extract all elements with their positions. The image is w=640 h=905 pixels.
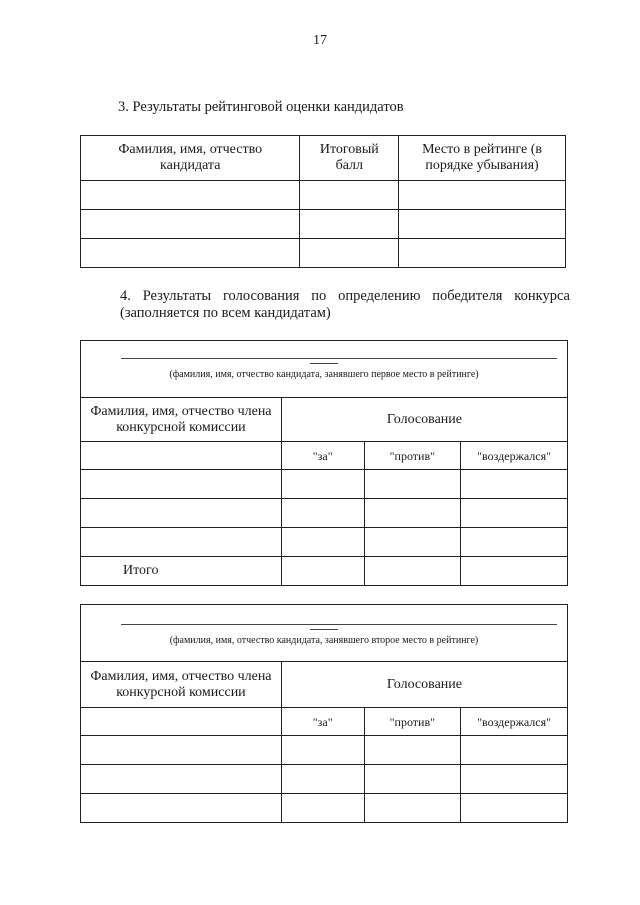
vote-for-cell[interactable] xyxy=(281,528,364,557)
vote-for-cell[interactable] xyxy=(281,794,364,823)
table-row xyxy=(81,528,568,557)
header-voting: Голосование xyxy=(281,398,567,442)
table-row xyxy=(81,181,566,210)
table-row xyxy=(81,470,568,499)
vote-against-cell[interactable] xyxy=(364,765,461,794)
header-member-name: Фамилия, имя, отчество члена конкурсной комиссии xyxy=(81,662,282,708)
total-abstained-cell[interactable] xyxy=(461,557,568,586)
rating-table xyxy=(80,135,566,268)
vote-abstained-cell[interactable] xyxy=(461,499,568,528)
score-cell[interactable] xyxy=(300,181,399,210)
header-abstained: "воздержался" xyxy=(461,708,568,736)
vote-for-cell[interactable] xyxy=(281,470,364,499)
candidate-caption-cell xyxy=(81,341,568,398)
candidate-caption: (фамилия, имя, отчество кандидата, занявшего первое место в рейтинге) xyxy=(169,369,479,380)
vote-against-cell[interactable] xyxy=(364,470,461,499)
vote-against-cell[interactable] xyxy=(364,736,461,765)
header-voting: Голосование xyxy=(281,662,567,708)
header-candidate-name: Фамилия, имя, отчество кандидата xyxy=(81,136,300,181)
header-member-name: Фамилия, имя, отчество члена конкурсной комиссии xyxy=(81,398,282,442)
header-for: "за" xyxy=(281,708,364,736)
separator-mark xyxy=(310,363,338,364)
page-number: 17 xyxy=(313,33,327,48)
vote-against-cell[interactable] xyxy=(364,528,461,557)
header-for: "за" xyxy=(281,442,364,470)
member-name-cell[interactable] xyxy=(81,708,282,736)
header-abstained: "воздержался" xyxy=(461,442,568,470)
vote-abstained-cell[interactable] xyxy=(461,470,568,499)
total-row xyxy=(81,557,568,586)
vote-for-cell[interactable] xyxy=(281,736,364,765)
header-against: "против" xyxy=(364,442,461,470)
voting-table-first-place xyxy=(80,340,568,586)
vote-abstained-cell[interactable] xyxy=(461,765,568,794)
candidate-name-line[interactable] xyxy=(121,358,557,359)
header-against: "против" xyxy=(364,708,461,736)
member-name-cell[interactable] xyxy=(81,470,282,499)
candidate-caption: (фамилия, имя, отчество кандидата, занявшего второе место в рейтинге) xyxy=(169,635,479,646)
table-row xyxy=(81,736,568,765)
candidate-caption-cell xyxy=(81,605,568,662)
header-final-score: Итоговый балл xyxy=(300,136,399,181)
member-name-cell[interactable] xyxy=(81,442,282,470)
vote-abstained-cell[interactable] xyxy=(461,528,568,557)
rank-cell[interactable] xyxy=(399,210,566,239)
section-3-heading: 3. Результаты рейтинговой оценки кандидатов xyxy=(118,99,404,115)
total-against-cell[interactable] xyxy=(364,557,461,586)
table-row xyxy=(81,210,566,239)
header-rank: Место в рейтинге (в порядке убывания) xyxy=(399,136,566,181)
rank-cell[interactable] xyxy=(399,181,566,210)
candidate-name-cell[interactable] xyxy=(81,181,300,210)
section-4-heading-line-2: (заполняется по всем кандидатам) xyxy=(120,305,331,321)
vote-against-cell[interactable] xyxy=(364,499,461,528)
member-name-cell[interactable] xyxy=(81,794,282,823)
vote-against-cell[interactable] xyxy=(364,794,461,823)
separator-mark xyxy=(310,629,338,630)
vote-for-cell[interactable] xyxy=(281,765,364,794)
table-row xyxy=(81,765,568,794)
table-row xyxy=(81,499,568,528)
rank-cell[interactable] xyxy=(399,239,566,268)
table-row xyxy=(81,239,566,268)
section-4-heading-line-1: 4. Результаты голосования по определению победителя конкурса xyxy=(120,288,570,304)
candidate-name-cell[interactable] xyxy=(81,210,300,239)
total-for-cell[interactable] xyxy=(281,557,364,586)
vote-abstained-cell[interactable] xyxy=(461,794,568,823)
candidate-name-cell[interactable] xyxy=(81,239,300,268)
total-label: Итого xyxy=(81,557,282,586)
member-name-cell[interactable] xyxy=(81,528,282,557)
candidate-name-line[interactable] xyxy=(121,624,557,625)
score-cell[interactable] xyxy=(300,210,399,239)
voting-table-second-place xyxy=(80,604,568,823)
score-cell[interactable] xyxy=(300,239,399,268)
member-name-cell[interactable] xyxy=(81,765,282,794)
vote-abstained-cell[interactable] xyxy=(461,736,568,765)
table-row xyxy=(81,794,568,823)
member-name-cell[interactable] xyxy=(81,736,282,765)
vote-for-cell[interactable] xyxy=(281,499,364,528)
member-name-cell[interactable] xyxy=(81,499,282,528)
